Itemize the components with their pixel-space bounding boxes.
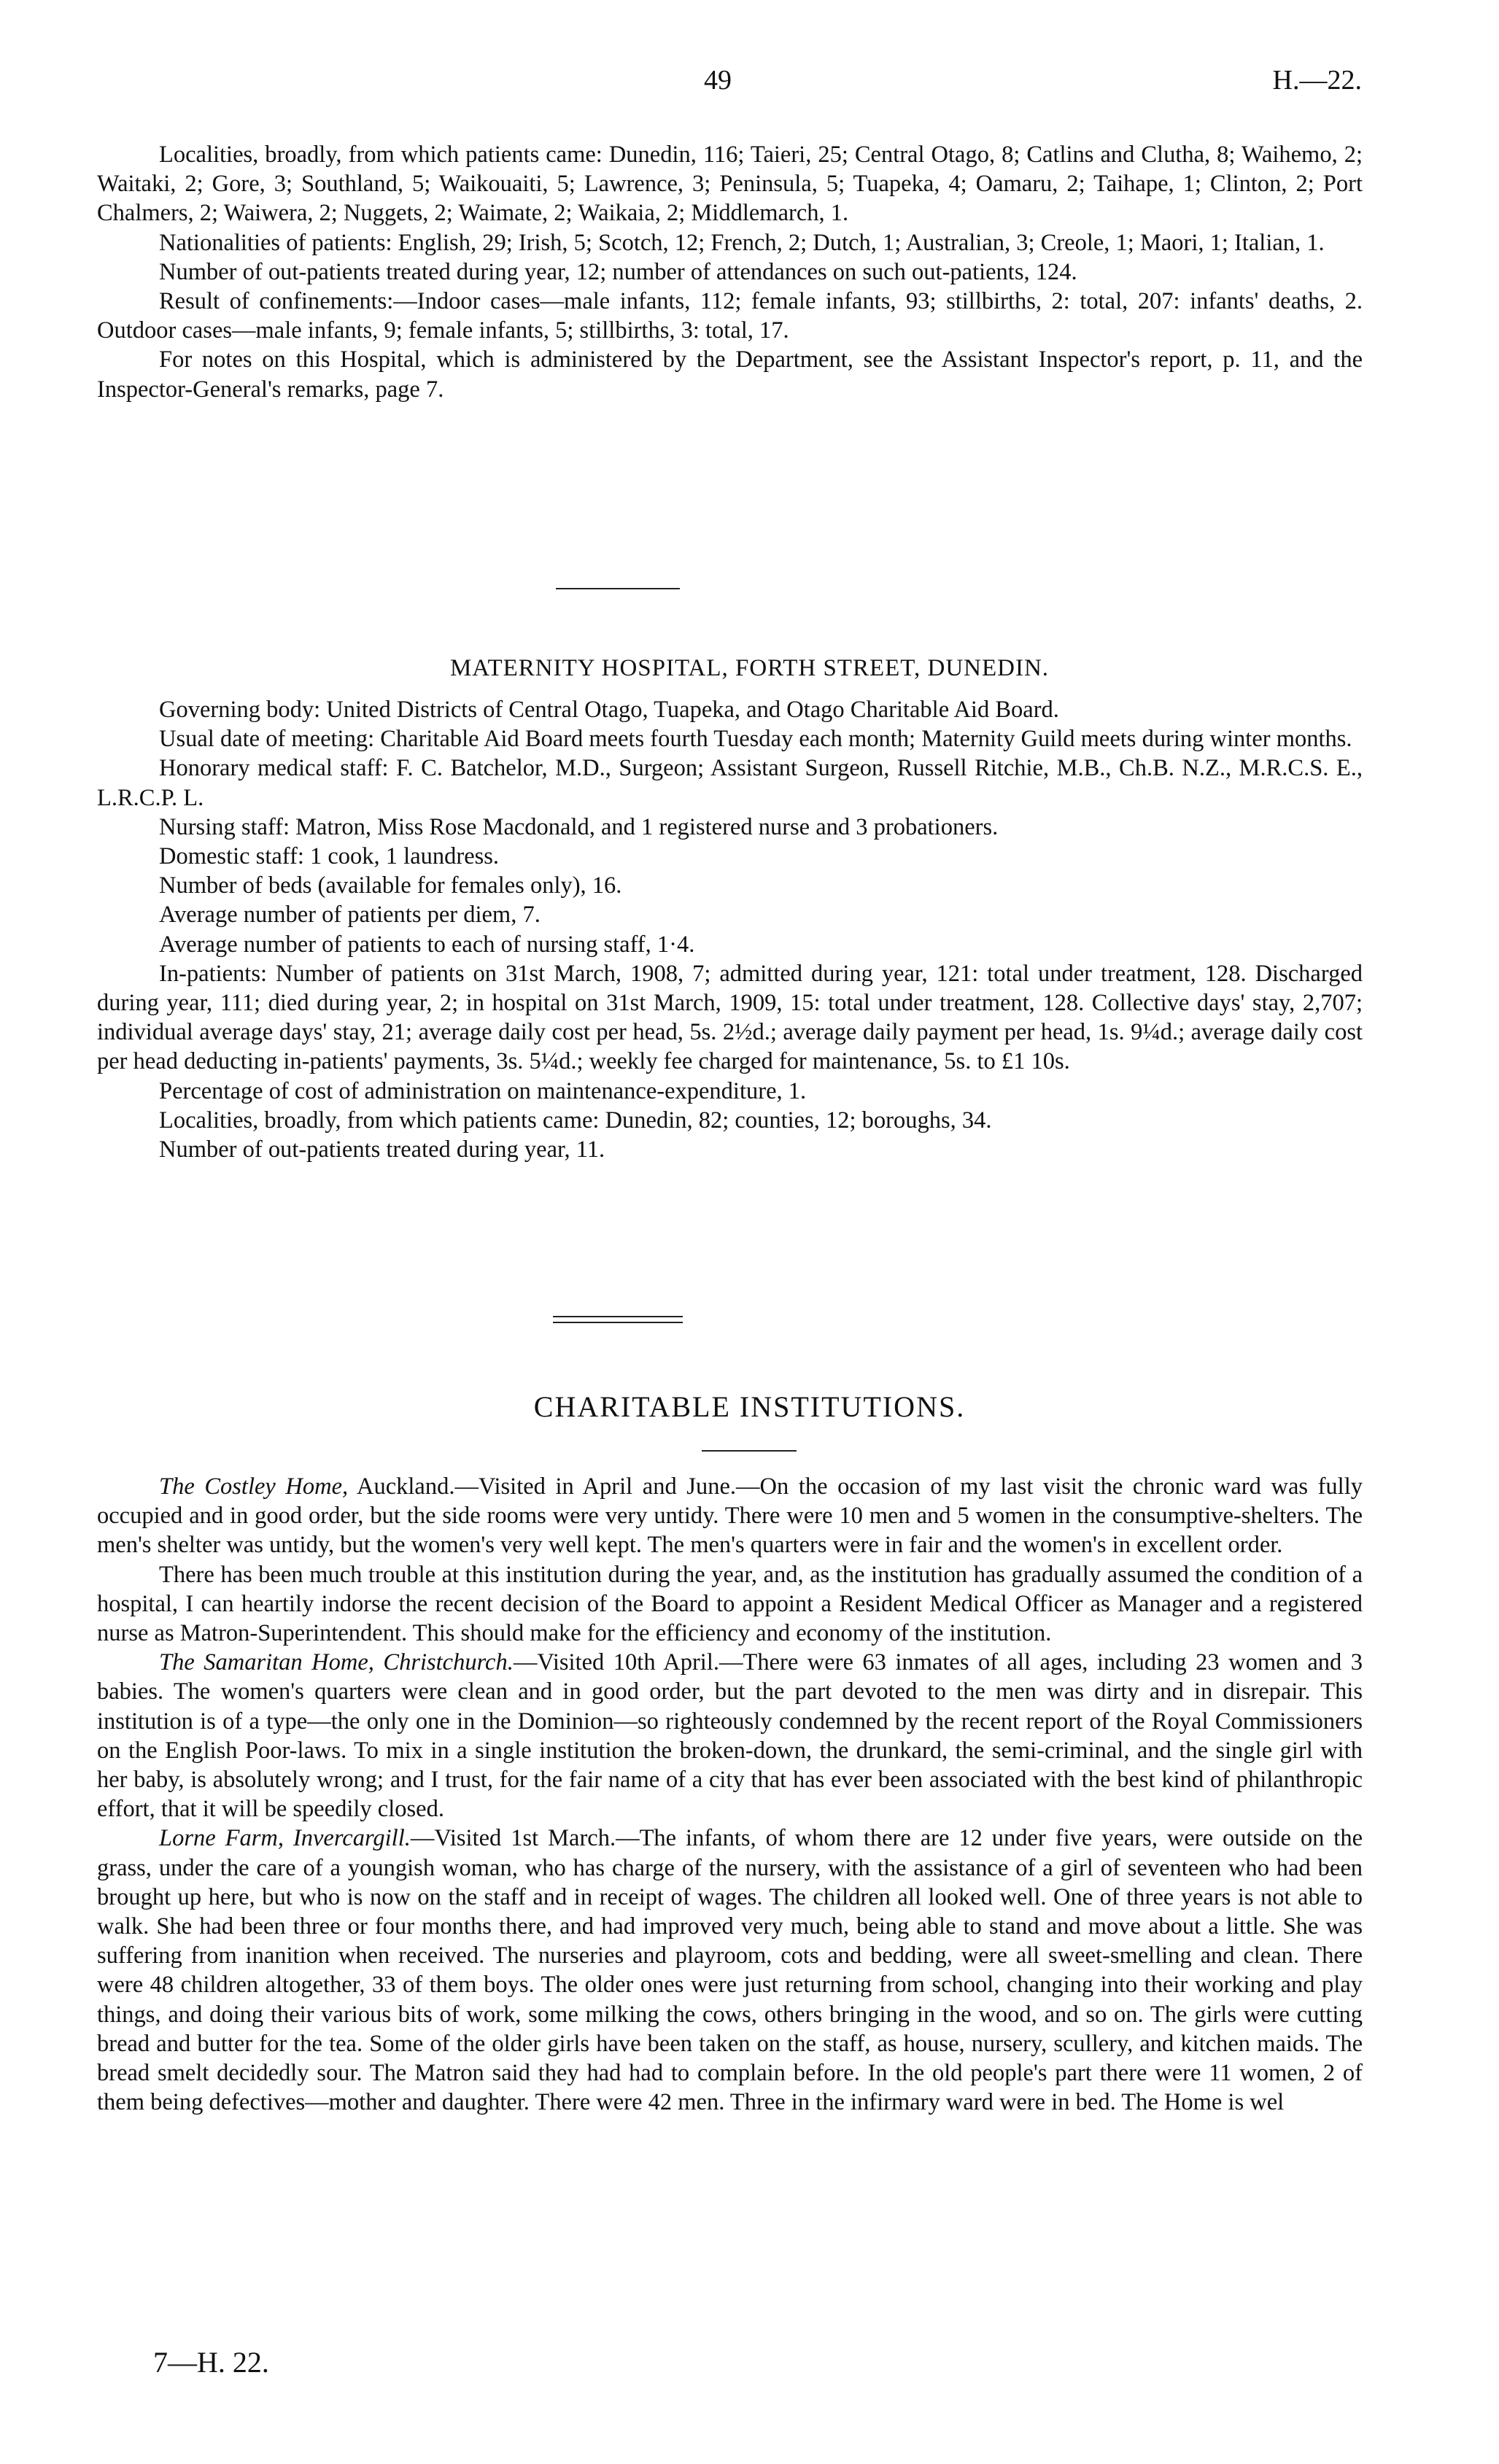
paragraph-text: —Visited 1st March.—The infants, of whom there are 12 under five years, were outside on the grass, under the care of a youngish woman, who has charge of the nursery, with the assistance of a girl of seventeen who had been brought up here, but who is now on the staff and in receipt of wages. The children all looked well. One of three years is not able to walk. She had been three or four months there, and had improved very much, being able to stand and move about a little. She was suffering from inanition when received. The nurseries and playroom, cots and bedding, were all sweet-smelling and clean. There were 48 children altogether, 33 of them boys. The older ones were just returning from school, changing into their working and play things, and doing their various bits of work, some milking the cows, others bringing in the wood, and so on. The girls were cutting bread and butter for the tea. Some of the older girls have been taken on the staff, as house, nursery, scullery, and kitchen maids. The bread smelt decidedly sour. The Matron said they had had to complain before. In the old people's part there were 11 women, 2 of them being defectives—mother and daughter. There were 42 men. Three in the infirmary ward were in bed. The Home is wel: [97, 1825, 1363, 2116]
institution-name: Lorne Farm, Invercargill.: [159, 1825, 411, 1852]
paragraph: Governing body: United Districts of Central Otago, Tuapeka, and Otago Charitable Aid Board.: [159, 697, 1059, 723]
section-dunedin-hospital-notes: [97, 140, 1363, 404]
paragraph: Honorary medical staff: F. C. Batchelor, M.D., Surgeon; Assistant Surgeon, Russell Ritchie, M.B., Ch.B. N.Z., M.R.C.S. E., L.R.C.P. L.: [97, 755, 1363, 811]
paragraph: Localities, broadly, from which patients came: Dunedin, 82; counties, 12; boroughs, 34.: [159, 1107, 992, 1134]
footer-signature: 7—H. 22.: [153, 2346, 269, 2379]
document-code: H.—22.: [1272, 65, 1362, 96]
institution-name: The Costley Home,: [159, 1473, 349, 1500]
page-number: 49: [704, 65, 732, 96]
paragraph-costley-home: [97, 1472, 1363, 1560]
section-divider: [556, 588, 680, 589]
double-rule-top: [553, 1316, 683, 1317]
paragraph: Average number of patients to each of nursing staff, 1·4.: [159, 931, 695, 958]
paragraph: Percentage of cost of administration on maintenance-expenditure, 1.: [159, 1077, 807, 1104]
heading-underline: [702, 1450, 797, 1452]
paragraph-samaritan-home: [97, 1648, 1363, 1824]
section-charitable-institutions: [97, 1472, 1363, 2117]
paragraph: Result of confinements:—Indoor cases—male infants, 112; female infants, 93; stillbirths, 2: total, 207: infants' deaths, 2. Outdoor cases—male infants, 9; female infants, 5; stillbirths, 3: total, 17.: [97, 288, 1363, 344]
paragraph: Average number of patients per diem, 7.: [159, 902, 541, 929]
double-rule-bottom: [553, 1322, 683, 1323]
maternity-heading: MATERNITY HOSPITAL, FORTH STREET, DUNEDIN.: [449, 655, 1050, 681]
paragraph: Localities, broadly, from which patients came: Dunedin, 116; Taieri, 25; Central Otago, 8; Catlins and Clutha, 8; Waihemo, 2; Waitaki, 2; Gore, 3; Southland, 5; Waikouaiti, 5; Lawrence, 3; Peninsula, 5; Tuapeka, 4; Oamaru, 2; Taihape, 1; Clinton, 2; Port Chalmers, 2; Waiwera, 2; Nuggets, 2; Waimate, 2; Waikaia, 2; Middlemarch, 1.: [97, 142, 1363, 227]
paragraph: Number of out-patients treated during year, 11.: [159, 1136, 605, 1163]
page-header: [0, 64, 1499, 108]
paragraph: Nationalities of patients: English, 29; Irish, 5; Scotch, 12; French, 2; Dutch, 1; Australian, 3; Creole, 1; Maori, 1; Italian, 1.: [159, 229, 1325, 256]
paragraph-lorne-farm: [97, 1824, 1363, 2117]
paragraph-text: Auckland.—Visited in April and June.—On the occasion of my last visit the chronic ward was fully occupied and in good order, but the side rooms were very untidy. There were 10 men and 5 women in the consumptive-shelters. The men's shelter was untidy, but the women's very well kept. The men's quarters were in fair and the women's in excellent order.: [97, 1473, 1363, 1559]
institution-name: The Samaritan Home, Christchurch.: [159, 1649, 514, 1676]
paragraph: Number of beds (available for females only), 16.: [159, 872, 622, 899]
paragraph: In-patients: Number of patients on 31st March, 1908, 7; admitted during year, 121: total under treatment, 128. Discharged during year, 111; died during year, 2; in hospital on 31st March, 1909, 15: total under treatment, 128. Collective days' stay, 2,707; individual average days' stay, 21; average daily cost per head, 5s. 2½d.; average daily payment per head, 1s. 9¼d.; average daily cost per head deducting in-patients' payments, 3s. 5¼d.; weekly fee charged for maintenance, 5s. to £1 10s.: [97, 960, 1363, 1075]
charitable-institutions-heading: CHARITABLE INSTITUTIONS.: [533, 1390, 966, 1423]
paragraph: For notes on this Hospital, which is administered by the Department, see the Assistant Inspector's report, p. 11, and the Inspector-General's remarks, page 7.: [97, 346, 1363, 403]
paragraph: Number of out-patients treated during year, 12; number of attendances on such out-patients, 124.: [159, 258, 1077, 285]
paragraph: Usual date of meeting: Charitable Aid Board meets fourth Tuesday each month; Maternity Guild meets during winter months.: [159, 726, 1352, 753]
paragraph-text: —Visited 10th April.—There were 63 inmates of all ages, including 23 women and 3 babies. The women's quarters were clean and in good order, but the part devoted to the men was dirty and in disrepair. This institution is of a type—the only one in the Dominion—so righteously condemned by the recent report of the Royal Commissioners on the English Poor-laws. To mix in a single institution the broken-down, the drunkard, the semi-criminal, and the single girl with her baby, is absolutely wrong; and I trust, for the fair name of a city that has ever been associated with the best kind of philanthropic effort, that it will be speedily closed.: [97, 1649, 1363, 1823]
section-maternity-hospital: [97, 695, 1363, 1164]
paragraph: Nursing staff: Matron, Miss Rose Macdonald, and 1 registered nurse and 3 probationers.: [159, 813, 999, 840]
paragraph: There has been much trouble at this institution during the year, and, as the institution has gradually assumed the condition of a hospital, I can heartily indorse the recent decision of the Board to appoint a Resident Medical Officer as Manager and a registered nurse as Matron-Superintendent. This should make for the efficiency and economy of the institution.: [97, 1561, 1363, 1647]
paragraph: Domestic staff: 1 cook, 1 laundress.: [159, 843, 500, 870]
